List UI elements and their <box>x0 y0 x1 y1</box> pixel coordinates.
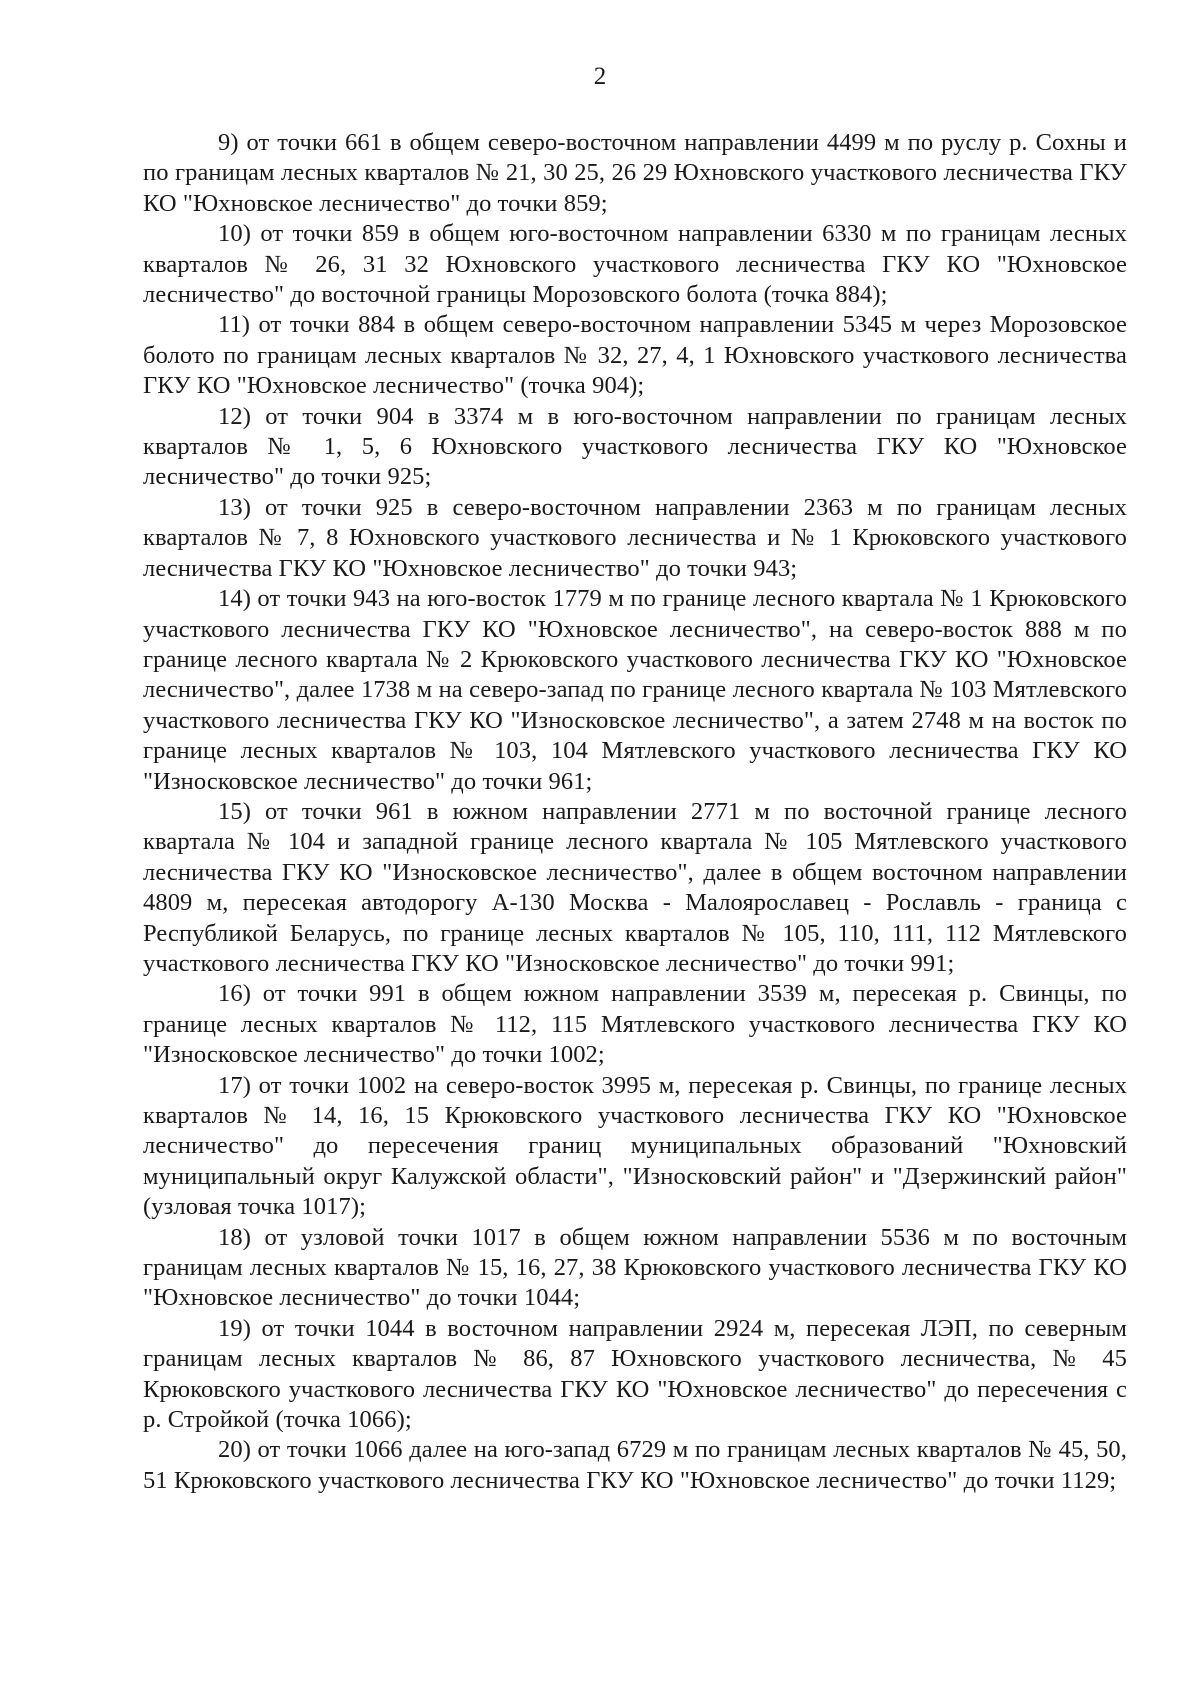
paragraph-14: 14) от точки 943 на юго-восток 1779 м по границе лесного квартала № 1 Крюковского участкового лесничества ГКУ КО "Юхновское лесничество", на северо-восток 888 м по границе лесного квартала № 2 Крюковского участкового лесничества ГКУ КО "Юхновское лесничество", далее 1738 м на северо-запад по границе лесного квартала № 103 Мятлевского участкового лесничества ГКУ КО "Износковское лесничество", а затем 2748 м на восток по границе лесных кварталов № 103, 104 Мятлевского участкового лесничества ГКУ КО "Износковское лесничество" до точки 961; <box>143 585 1127 795</box>
paragraph-11: 11) от точки 884 в общем северо-восточном направлении 5345 м через Морозовское болото по границам лесных кварталов № 32, 27, 4, 1 Юхновского участкового лесничества ГКУ КО "Юхновское лесничество" (точка 904); <box>143 311 1127 400</box>
paragraph-9: 9) от точки 661 в общем северо-восточном направлении 4499 м по руслу р. Сохны и по границам лесных кварталов № 21, 30 25, 26 29 Юхновского участкового лесничества ГКУ КО "Юхновское лесничество" до точки 859; <box>143 129 1127 217</box>
paragraph-16: 16) от точки 991 в общем южном направлении 3539 м, пересекая р. Свинцы, по границе лесных кварталов № 112, 115 Мятлевского участкового лесничества ГКУ КО "Износковское лесничество" до точки 1002; <box>143 980 1127 1069</box>
document-body <box>143 128 1127 1496</box>
paragraph-18: 18) от узловой точки 1017 в общем южном направлении 5536 м по восточным границам лесных кварталов № 15, 16, 27, 38 Крюковского участкового лесничества ГКУ КО "Юхновское лесничество" до точки 1044; <box>143 1223 1127 1312</box>
paragraph-20: 20) от точки 1066 далее на юго-запад 6729 м по границам лесных кварталов № 45, 50, 51 Крюковского участкового лесничества ГКУ КО "Юхновское лесничество" до точки 1129; <box>143 1436 1127 1494</box>
page-number: 2 <box>593 63 607 90</box>
paragraph-13: 13) от точки 925 в северо-восточном направлении 2363 м по границам лесных кварталов № 7, 8 Юхновского участкового лесничества и № 1 Крюковского участкового лесничества ГКУ КО "Юхновское лесничество" до точки 943; <box>143 493 1127 582</box>
paragraph-12: 12) от точки 904 в 3374 м в юго-восточном направлении по границам лесных кварталов № 1, 5, 6 Юхновского участкового лесничества ГКУ КО "Юхновское лесничество" до точки 925; <box>143 402 1127 491</box>
paragraph-19: 19) от точки 1044 в восточном направлении 2924 м, пересекая ЛЭП, по северным границам лесных кварталов № 86, 87 Юхновского участкового лесничества, № 45 Крюковского участкового лесничества ГКУ КО "Юхновское лесничество" до пересечения с р. Стройкой (точка 1066); <box>143 1314 1127 1434</box>
paragraph-17: 17) от точки 1002 на северо-восток 3995 м, пересекая р. Свинцы, по границе лесных кварталов № 14, 16, 15 Крюковского участкового лесничества ГКУ КО "Юхновское лесничество" до пересечения границ муниципальных образований "Юхновский муниципальный округ Калужской области", "Износковский район" и "Дзержинский район" (узловая точка 1017); <box>143 1071 1127 1221</box>
paragraph-10: 10) от точки 859 в общем юго-восточном направлении 6330 м по границам лесных кварталов № 26, 31 32 Юхновского участкового лесничества ГКУ КО "Юхновское лесничество" до восточной границы Морозовского болота (точка 884); <box>143 220 1127 309</box>
paragraph-15: 15) от точки 961 в южном направлении 2771 м по восточной границе лесного квартала № 104 и западной границе лесного квартала № 105 Мятлевского участкового лесничества ГКУ КО "Износковское лесничество", далее в общем восточном направлении 4809 м, пересекая автодорогу А-130 Москва - Малоярославец - Рославль - граница с Республикой Беларусь, по границе лесных кварталов № 105, 110, 111, 112 Мятлевского участкового лесничества ГКУ КО "Износковское лесничество" до точки 991; <box>143 797 1127 977</box>
